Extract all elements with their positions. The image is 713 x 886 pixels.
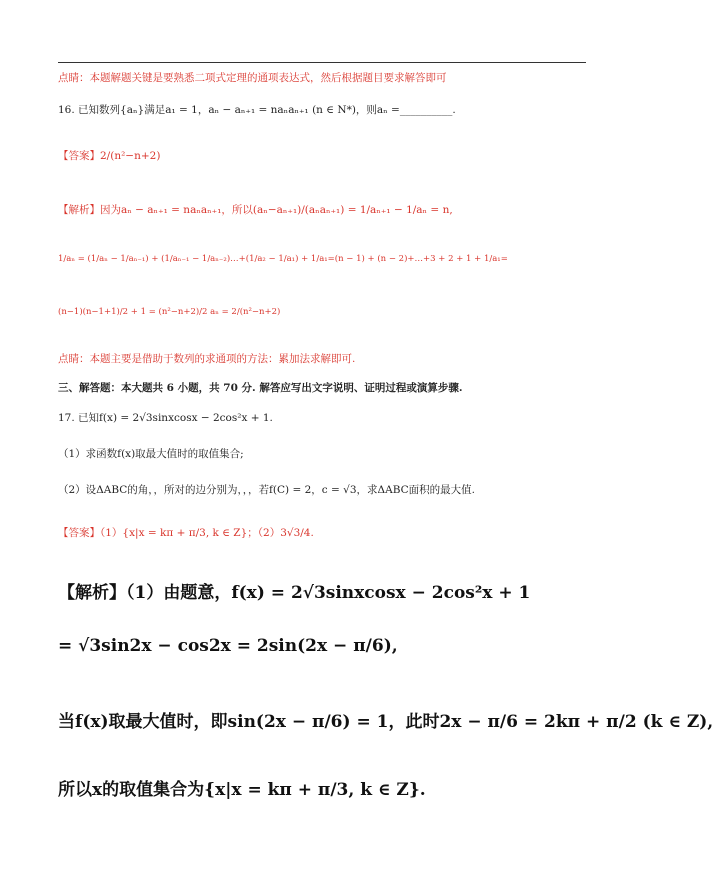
question-16: 16. 已知数列{aₙ}满足a₁ = 1，aₙ − aₙ₊₁ = naₙaₙ₊₁ (n ∈ N*)，则aₙ =__________. [58, 104, 456, 116]
question-17: 17. 已知f(x) = 2√3sinxcosx − 2cos²x + 1. [58, 412, 273, 424]
note-16-prev: 点睛：本题解题关键是要熟悉二项式定理的通项表达式，然后根据题目要求解答即可 [58, 72, 447, 84]
solution-17-line3: 当f(x)取最大值时，即sin(2x − π/6) = 1，此时2x − π/6 = 2kπ + π/2 (k ∈ Z), [58, 712, 713, 732]
answer-16: 【答案】2/(n²−n+2) [58, 150, 161, 162]
section-heading-3: 三、解答题：本大题共 6 小题，共 70 分. 解答应写出文字说明、证明过程或演算步骤. [58, 382, 463, 394]
note-16: 点睛：本题主要是借助于数列的求通项的方法：累加法求解即可. [58, 353, 356, 365]
solution-16-line1: 【解析】因为aₙ − aₙ₊₁ = naₙaₙ₊₁，所以(aₙ−aₙ₊₁)/(aₙaₙ₊₁) = 1/aₙ₊₁ − 1/aₙ = n, [58, 204, 453, 216]
question-17-part1: （1）求函数f(x)取最大值时的取值集合; [58, 448, 244, 460]
answer-17: 【答案】（1）{x|x = kπ + π/3, k ∈ Z}；（2）3√3/4. [58, 527, 314, 539]
solution-17-line1: 【解析】（1）由题意，f(x) = 2√3sinxcosx − 2cos²x + 1 [58, 583, 531, 603]
question-17-part2: （2）设ΔABC的角，，所对的边分别为，，，若f(C) = 2，c = √3，求ΔABC面积的最大值. [58, 484, 475, 496]
top-divider [58, 62, 586, 63]
solution-17-line2: = √3sin2x − cos2x = 2sin(2x − π/6), [58, 636, 398, 656]
solution-16-line3: (n−1)(n−1+1)/2 + 1 = (n²−n+2)/2 aₙ = 2/(n²−n+2) [58, 307, 281, 317]
solution-17-line4: 所以x的取值集合为{x|x = kπ + π/3, k ∈ Z}. [58, 780, 426, 800]
solution-16-line2: 1/aₙ = (1/aₙ − 1/aₙ₋₁) + (1/aₙ₋₁ − 1/aₙ₋₂)…+(1/a₂ − 1/a₁) + 1/a₁=(n − 1) + (n − 2)+…+3 + 2 + 1 + 1/a₁= [58, 254, 508, 264]
